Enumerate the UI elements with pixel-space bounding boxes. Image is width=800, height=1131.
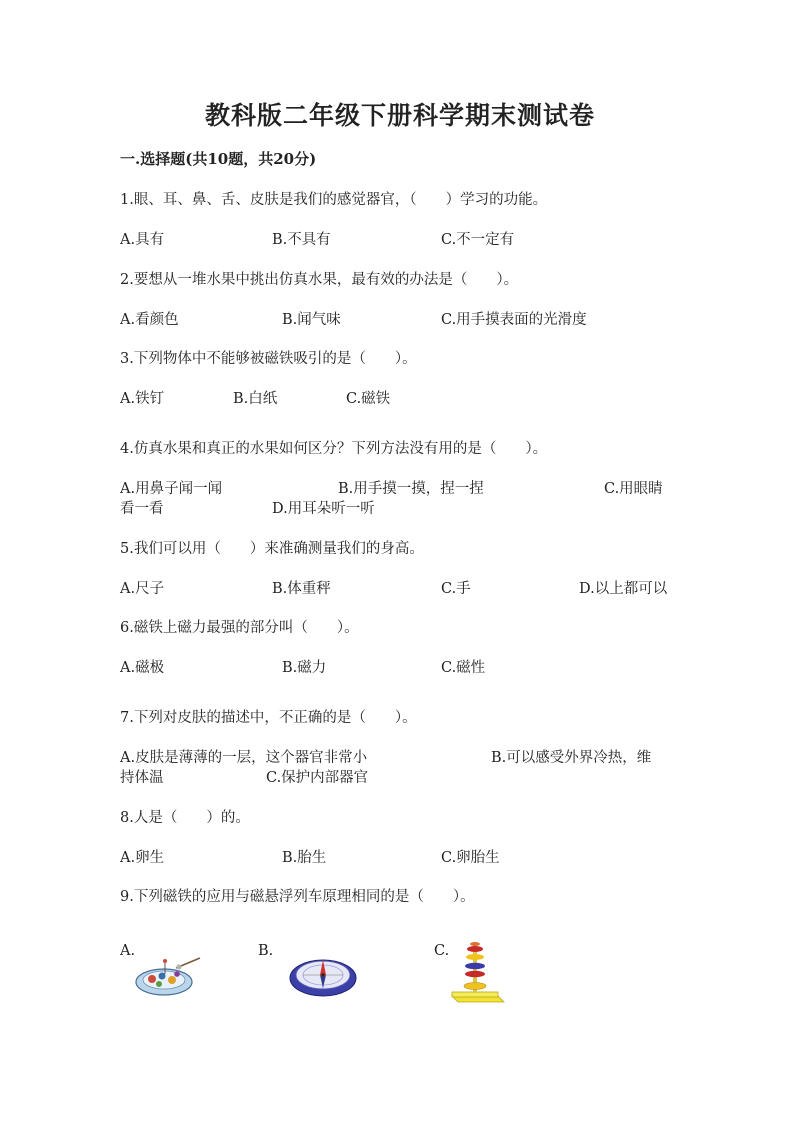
option-6b: B.磁力 — [282, 660, 327, 676]
option-2b: B.闻气味 — [282, 312, 341, 328]
page-title: 教科版二年级下册科学期末测试卷 — [204, 101, 595, 130]
option-7c: C.保护内部器官 — [266, 770, 369, 786]
option-3a: A.铁钉 — [120, 391, 165, 407]
option-6c: C.磁性 — [441, 660, 486, 676]
option-4b: B.用手摸一摸，捏一捏 — [338, 481, 484, 497]
option-5a: A.尺子 — [120, 581, 165, 597]
question-9: 9.下列磁铁的应用与磁悬浮列车原理相同的是（ ）。 — [120, 889, 475, 905]
magnetic-toy-dish-image — [132, 948, 204, 998]
option-1a: A.具有 — [120, 232, 165, 248]
question-3: 3.下列物体中不能够被磁铁吸引的是（ ）。 — [120, 351, 417, 367]
magnetic-levitation-rings-image — [446, 940, 506, 1006]
question-2: 2.要想从一堆水果中挑出仿真水果，最有效的办法是（ ）。 — [120, 272, 519, 288]
option-5c: C.手 — [441, 581, 471, 597]
option-3b: B.白纸 — [233, 391, 278, 407]
option-9a: A. — [120, 943, 136, 959]
question-4: 4.仿真水果和真正的水果如何区分？下列方法没有用的是（ ）。 — [120, 441, 548, 457]
option-1c: C.不一定有 — [441, 232, 515, 248]
option-1b: B.不具有 — [272, 232, 331, 248]
option-9b: B. — [258, 943, 274, 959]
option-9c: C. — [434, 943, 450, 959]
option-4a: A.用鼻子闻一闻 — [120, 481, 223, 497]
option-8b: B.胎生 — [282, 850, 327, 866]
question-1: 1.眼、耳、鼻、舌、皮肤是我们的感觉器官，（ ）学习的功能。 — [120, 192, 548, 208]
question-5: 5.我们可以用（ ）来准确测量我们的身高。 — [120, 541, 424, 557]
compass-image — [288, 948, 358, 1000]
option-2a: A.看颜色 — [120, 312, 179, 328]
option-4c-cont: 看一看 — [120, 501, 164, 517]
option-4c: C.用眼睛 — [604, 481, 663, 497]
option-3c: C.磁铁 — [346, 391, 391, 407]
section-heading: 一.选择题(共10题，共20分) — [120, 150, 317, 168]
option-7a: A.皮肤是薄薄的一层，这个器官非常小 — [120, 750, 368, 766]
option-7b: B.可以感受外界冷热，维 — [491, 750, 652, 766]
option-5b: B.体重秤 — [272, 581, 331, 597]
option-2c: C.用手摸表面的光滑度 — [441, 312, 587, 328]
option-4d: D.用耳朵听一听 — [272, 501, 375, 517]
option-5d: D.以上都可以 — [579, 581, 668, 597]
question-7: 7.下列对皮肤的描述中，不正确的是（ ）。 — [120, 710, 417, 726]
option-7b-cont: 持体温 — [120, 770, 164, 786]
question-8: 8.人是（ ）的。 — [120, 810, 250, 826]
option-8a: A.卵生 — [120, 850, 165, 866]
option-8c: C.卵胎生 — [441, 850, 500, 866]
option-6a: A.磁极 — [120, 660, 165, 676]
question-6: 6.磁铁上磁力最强的部分叫（ ）。 — [120, 620, 359, 636]
